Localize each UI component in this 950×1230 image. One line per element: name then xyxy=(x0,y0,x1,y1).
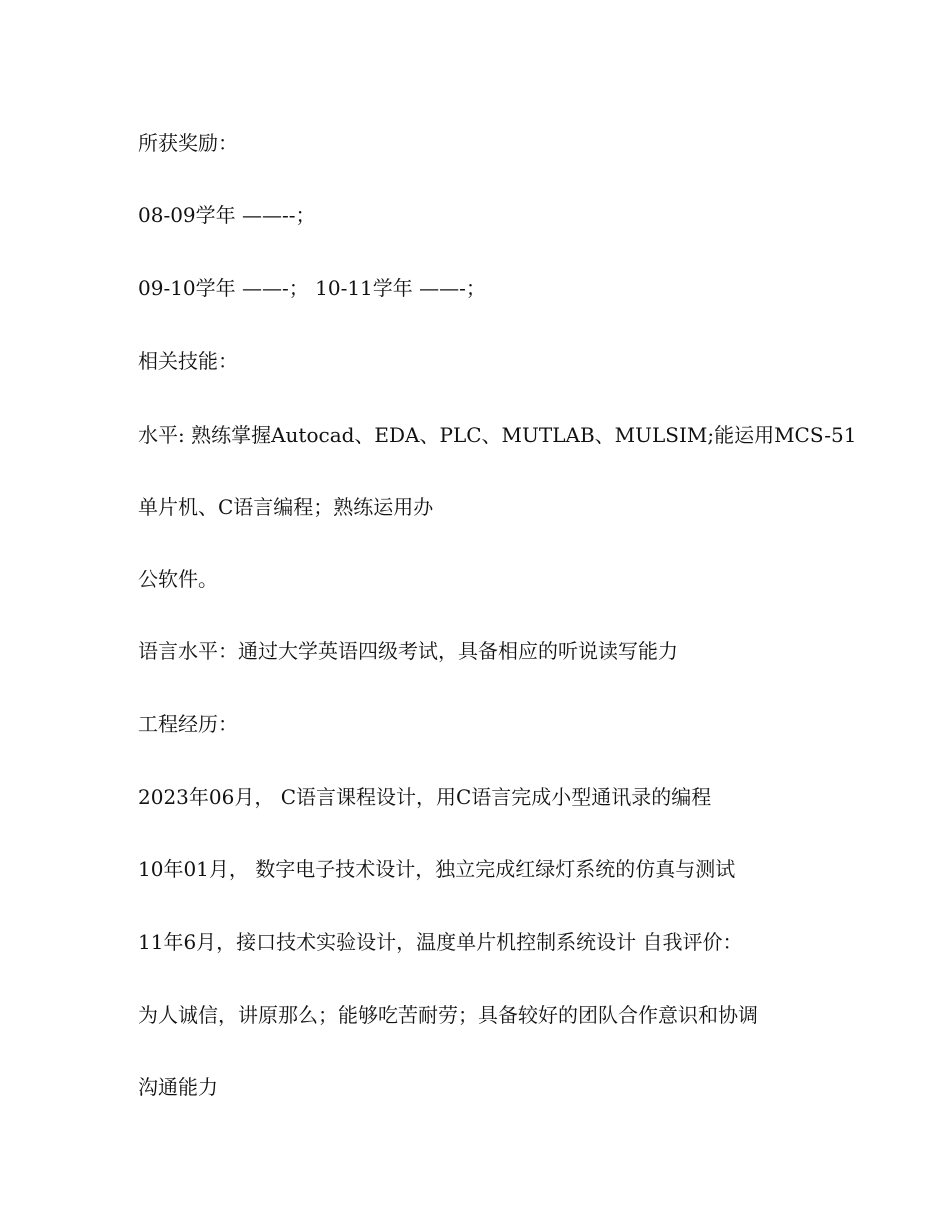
awards-heading: 所获奖励： xyxy=(138,131,238,155)
self-evaluation-line-1: 为人诚信，讲原那么；能够吃苦耐劳；具备较好的团队合作意识和协调 xyxy=(138,1003,758,1027)
award-line-08-09: 08-09学年 ——--； xyxy=(138,203,316,227)
skills-line-2: 单片机、C语言编程；熟练运用办 xyxy=(138,495,434,519)
experience-line-1: 2023年06月， C语言课程设计，用C语言完成小型通讯录的编程 xyxy=(138,785,712,809)
experience-line-2: 10年01月， 数字电子技术设计，独立完成红绿灯系统的仿真与测试 xyxy=(138,857,736,881)
skills-line-1: 水平: 熟练掌握Autocad、EDA、PLC、MUTLAB、MULSIM;能运用MCS-51 xyxy=(138,423,857,447)
self-evaluation-line-2: 沟通能力 xyxy=(138,1075,218,1099)
language-level-line: 语言水平：通过大学英语四级考试，具备相应的听说读写能力 xyxy=(138,639,678,663)
skills-heading: 相关技能： xyxy=(138,349,238,373)
experience-heading: 工程经历： xyxy=(138,712,238,736)
experience-line-3: 11年6月，接口技术实验设计，温度单片机控制系统设计 自我评价： xyxy=(138,930,743,954)
award-line-09-11: 09-10学年 ——-； 10-11学年 ——-； xyxy=(138,276,486,300)
skills-line-3: 公软件。 xyxy=(138,567,218,591)
